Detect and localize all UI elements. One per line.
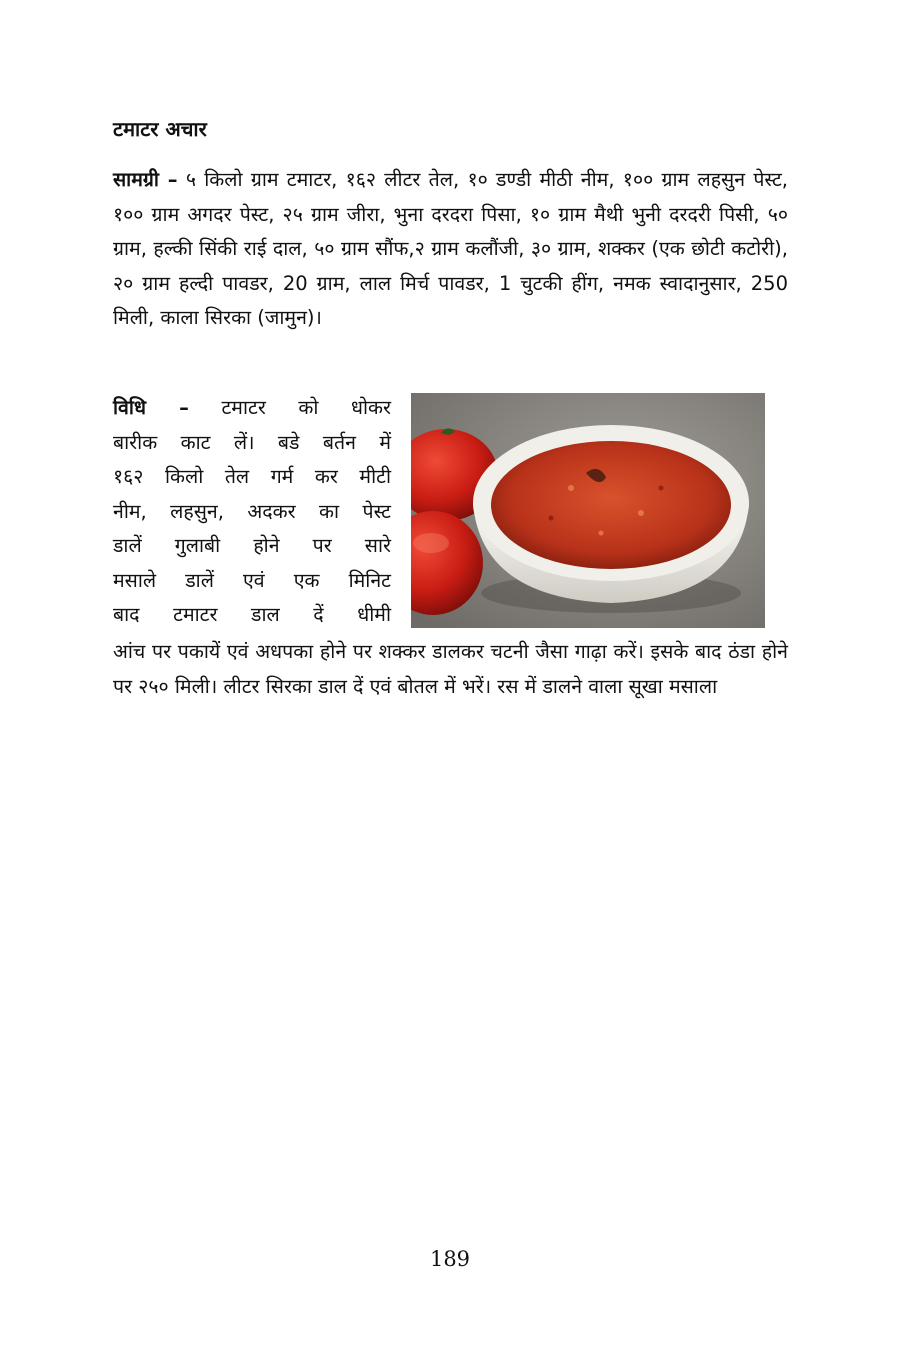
method-wrapped-text bbox=[113, 391, 391, 633]
ingredients-label: सामग्री – bbox=[113, 168, 178, 191]
tomato-pickle-illustration bbox=[411, 393, 765, 628]
method-line: नीम, लहसुन, अदकर का पेस्ट bbox=[113, 499, 391, 523]
tomato-pickle-photo bbox=[411, 393, 765, 628]
chutney bbox=[491, 441, 731, 569]
method-line: मसाले डालें एवं एक मिनिट bbox=[113, 568, 391, 592]
method-line: बाद टमाटर डाल दें धीमी bbox=[113, 603, 391, 626]
ingredients-text: ५ किलो ग्राम टमाटर, १६२ लीटर तेल, १० डण्डी मीठी नीम, १०० ग्राम लहसुन पेस्ट, १०० ग्राम अगदर पेस्ट, २५ ग्राम जीरा, भुना दरदरा पिसा, १० ग्राम मैथी भुनी दरदरी पिसी, ५० ग्राम, हल्की सिंकी राई दाल, ५० ग्राम सौंफ,२ ग्राम कलौंजी, ३० ग्राम, शक्कर (एक छोटी कटोरी), २० ग्राम हल्दी पावडर, 20 ग्राम, लाल मिर्च पावडर, 1 चुटकी हींग, नमक स्वादानुसार, 250 मिली, काला सिरका (जामुन)। bbox=[113, 168, 789, 329]
method-line bbox=[113, 391, 391, 426]
method-label: विधि – bbox=[113, 396, 189, 419]
method-line: बारीक काट लें। बडे बर्तन में bbox=[113, 430, 391, 454]
method-line-text: टमाटर को धोकर bbox=[221, 396, 392, 419]
page-number: 189 bbox=[429, 1247, 471, 1271]
ingredients-paragraph bbox=[113, 163, 788, 336]
method-continued-text: आंच पर पकायें एवं अधपका होने पर शक्कर डालकर चटनी जैसा गाढ़ा करें। इसके बाद ठंडा होने पर २५० मिली। लीटर सिरका डाल दें एवं बोतल में भरें। रस में डालने वाला सूखा मसाला bbox=[113, 640, 788, 698]
method-line: डालें गुलाबी होने पर सारे bbox=[113, 534, 391, 557]
recipe-title: टमाटर अचार bbox=[113, 117, 207, 141]
method-line: १६२ किलो तेल गर्म कर मीटी bbox=[113, 465, 391, 488]
